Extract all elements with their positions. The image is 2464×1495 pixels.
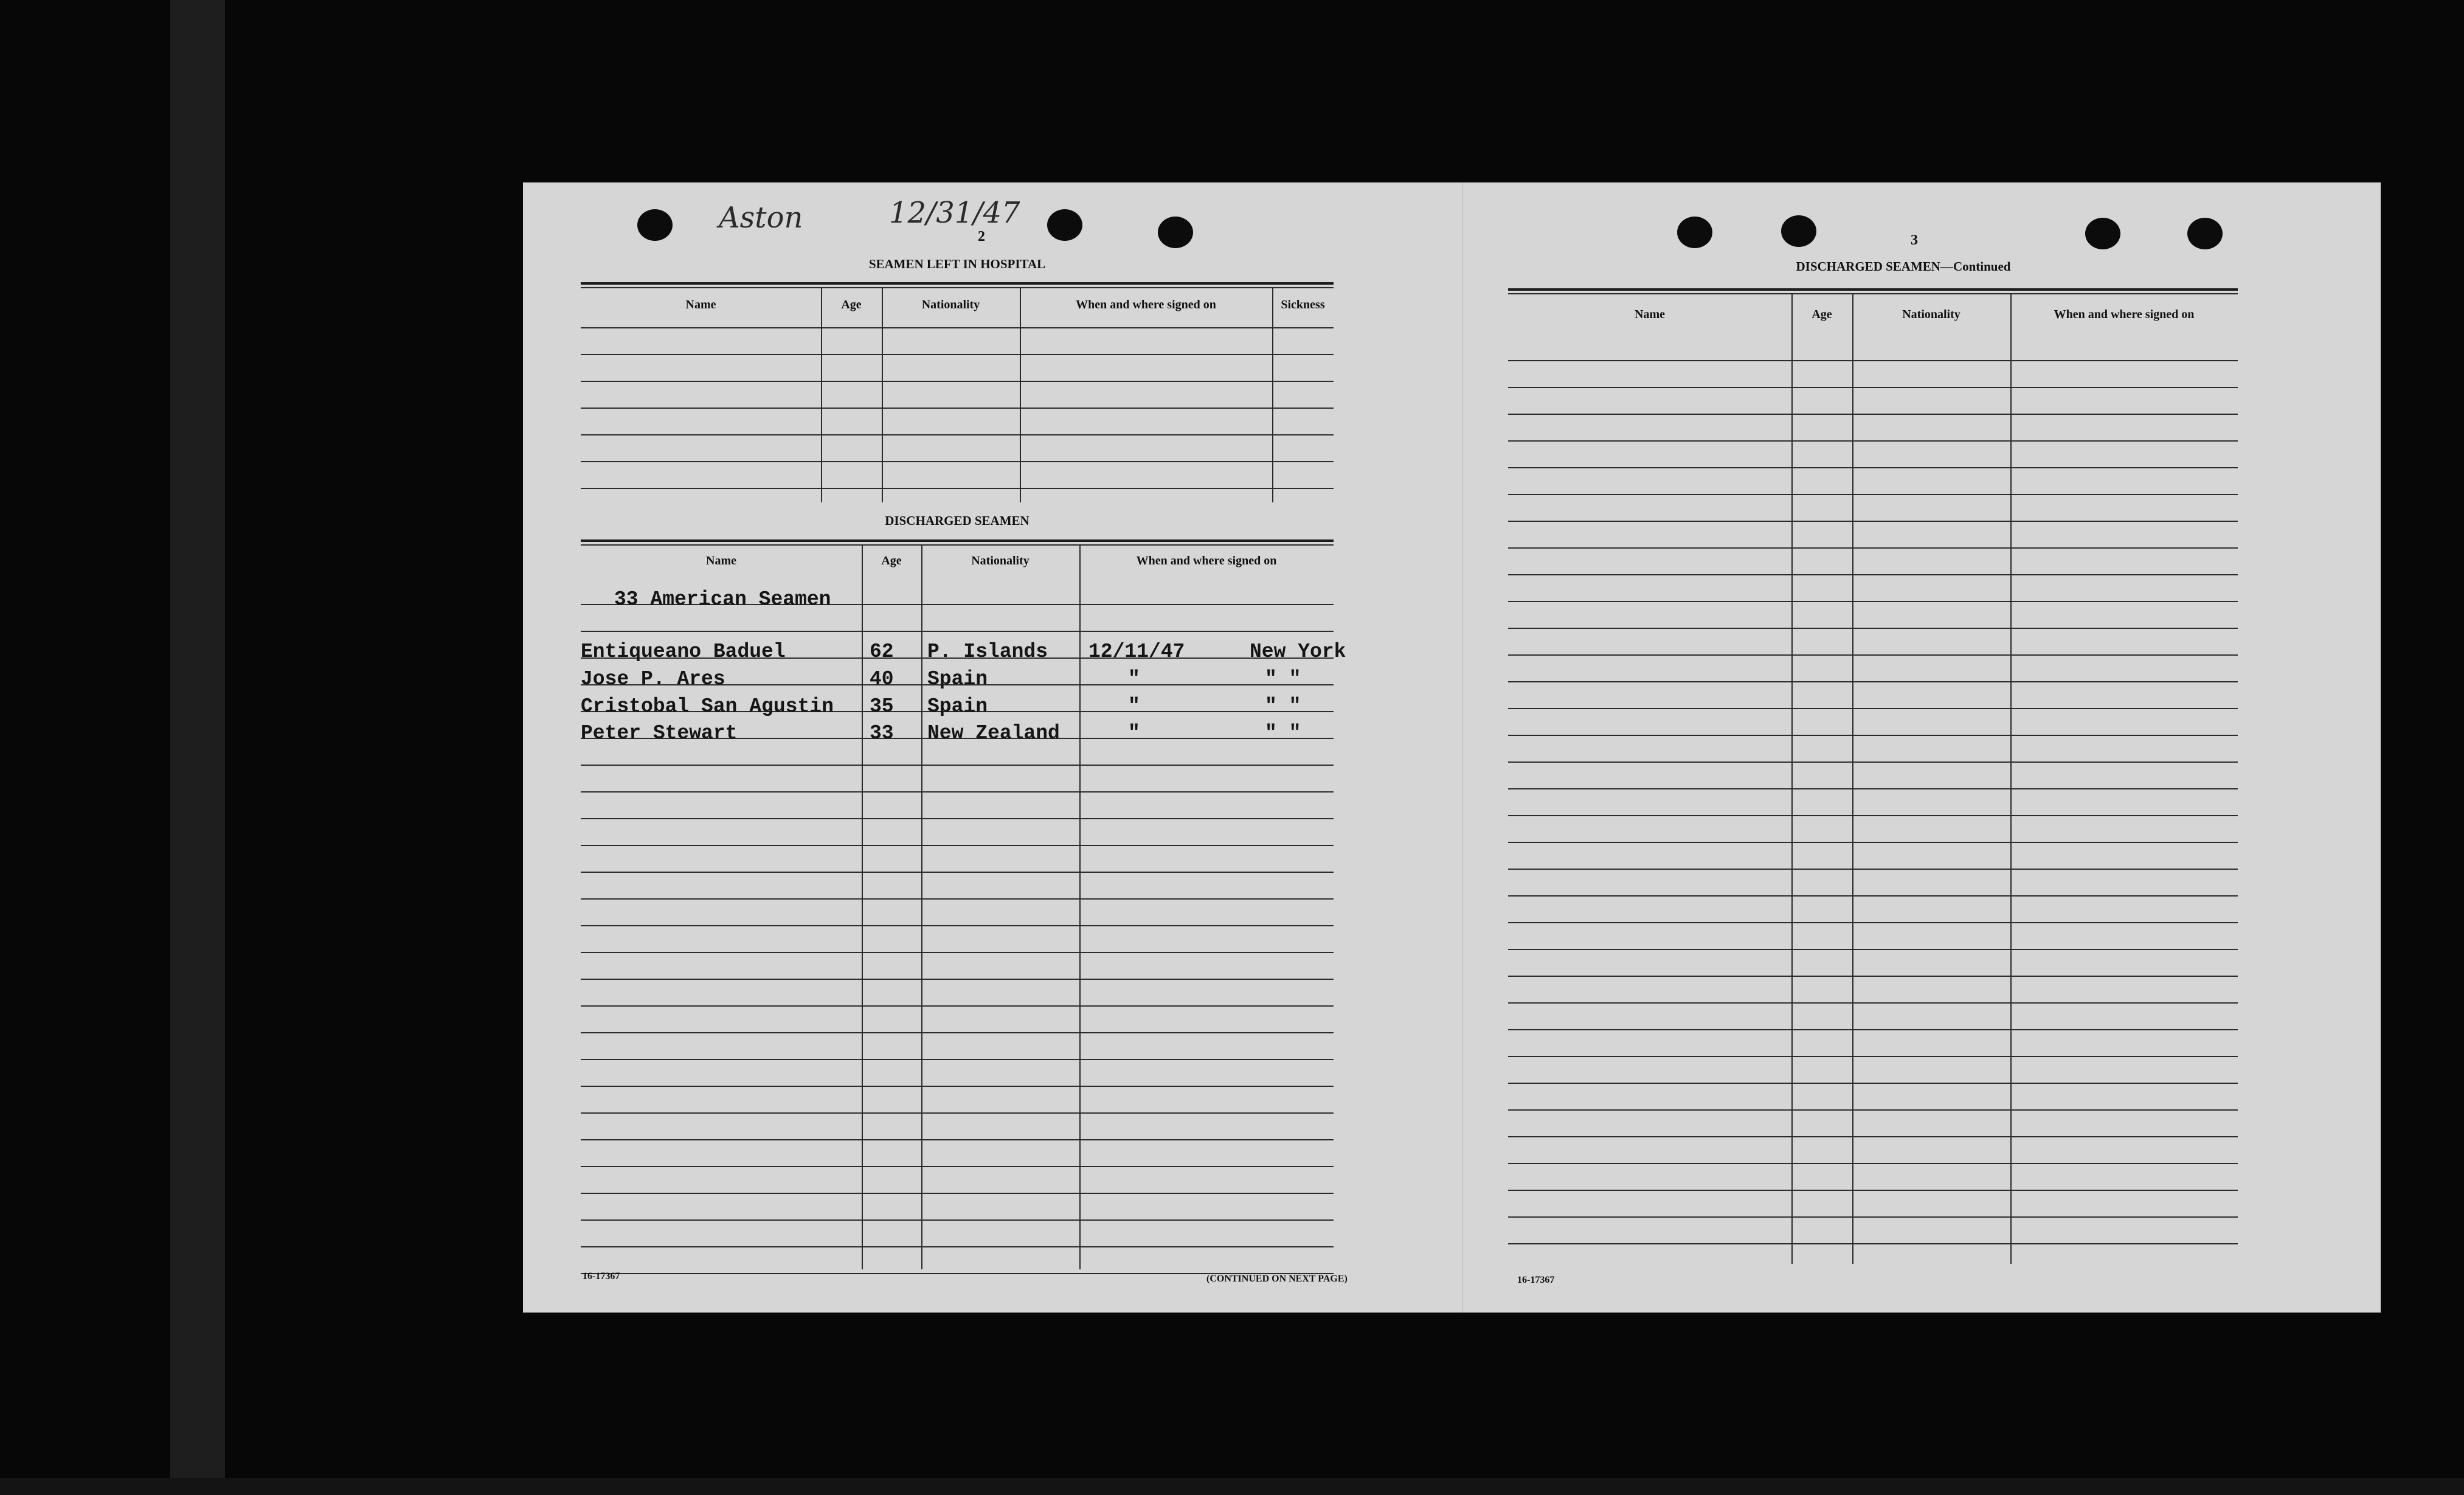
table-row bbox=[1508, 388, 2238, 415]
table-row bbox=[581, 1007, 1334, 1033]
page-number: 2 bbox=[978, 229, 985, 245]
entry-name: Cristobal San Agustin bbox=[581, 695, 834, 718]
column-header-name: Name bbox=[1635, 308, 1665, 321]
entry-nationality: New Zealand bbox=[927, 722, 1060, 744]
table-row bbox=[1508, 843, 2238, 870]
table-row bbox=[1508, 1057, 2238, 1084]
table-row bbox=[581, 953, 1334, 980]
table-row bbox=[581, 328, 1334, 355]
table-row bbox=[1508, 1137, 2238, 1164]
table-row bbox=[581, 409, 1334, 435]
punch-hole bbox=[1158, 217, 1193, 248]
hospital-section-title: SEAMEN LEFT IN HOSPITAL bbox=[868, 257, 1046, 271]
discharged-continued-title: DISCHARGED SEAMEN—Continued bbox=[1796, 259, 2011, 274]
table-row bbox=[1508, 709, 2238, 736]
table-top-rule bbox=[581, 539, 1334, 542]
entry-name: Entiqueano Baduel bbox=[581, 640, 786, 663]
table-row bbox=[1508, 361, 2238, 388]
punch-hole bbox=[2085, 218, 2120, 249]
discharged-section-title: DISCHARGED SEAMEN bbox=[885, 513, 1030, 528]
table-row bbox=[1508, 923, 2238, 950]
table-row bbox=[1508, 442, 2238, 468]
column-header-nationality: Nationality bbox=[971, 554, 1030, 567]
table-top-rule bbox=[1508, 293, 2238, 294]
table-row bbox=[581, 1194, 1334, 1221]
punch-hole bbox=[1047, 209, 1082, 241]
table-row bbox=[1508, 415, 2238, 442]
table-row bbox=[581, 1060, 1334, 1087]
column-header-name: Name bbox=[706, 554, 736, 567]
column-header-nationality: Nationality bbox=[921, 298, 980, 311]
table-row bbox=[1508, 789, 2238, 816]
table-top-rule bbox=[1508, 288, 2238, 291]
continued-note: (CONTINUED ON NEXT PAGE) bbox=[1206, 1274, 1348, 1284]
table-row bbox=[1508, 629, 2238, 656]
column-header-age: Age bbox=[841, 298, 862, 311]
punch-hole bbox=[1781, 215, 1816, 247]
column-header-sickness: Sickness bbox=[1281, 298, 1325, 311]
entry-age: 33 bbox=[870, 722, 894, 744]
entry-date: " bbox=[1128, 722, 1140, 744]
discharged-continued-table bbox=[1508, 288, 2238, 1264]
entry-nationality: Spain bbox=[927, 668, 988, 690]
entry-age: 35 bbox=[870, 695, 894, 718]
table-top-rule bbox=[581, 282, 1334, 285]
entry-place: " " bbox=[1265, 668, 1301, 690]
punch-hole bbox=[637, 209, 673, 241]
table-row bbox=[1508, 816, 2238, 843]
column-header-name: Name bbox=[685, 298, 716, 311]
table-row bbox=[581, 926, 1334, 953]
table-row bbox=[1508, 468, 2238, 495]
table-row bbox=[581, 382, 1334, 409]
table-row bbox=[581, 793, 1334, 819]
table-top-rule bbox=[581, 544, 1334, 546]
hospital-table bbox=[581, 282, 1334, 502]
column-header-signed-on: When and where signed on bbox=[2054, 308, 2195, 321]
form-number: 16-17367 bbox=[1517, 1275, 1555, 1285]
column-header-age: Age bbox=[881, 554, 902, 567]
film-strip bbox=[170, 0, 225, 1478]
table-row bbox=[581, 766, 1334, 793]
table-row bbox=[581, 435, 1334, 462]
table-row bbox=[581, 980, 1334, 1007]
table-row bbox=[581, 1167, 1334, 1194]
punch-hole bbox=[1677, 217, 1712, 248]
table-row bbox=[581, 900, 1334, 926]
entry-age: 40 bbox=[870, 668, 894, 690]
table-row bbox=[1508, 1084, 2238, 1111]
continued-rows bbox=[1508, 335, 2238, 1244]
punch-hole bbox=[2187, 218, 2223, 249]
column-header-nationality: Nationality bbox=[1902, 308, 1960, 321]
table-top-rule bbox=[581, 287, 1334, 288]
film-bottom-edge bbox=[0, 1478, 2464, 1495]
table-row bbox=[581, 462, 1334, 489]
form-number: 16-17367 bbox=[583, 1271, 620, 1282]
column-header-signed-on: When and where signed on bbox=[1076, 298, 1216, 311]
entry-place: " " bbox=[1265, 695, 1301, 718]
handwritten-date: 12/31/47 bbox=[889, 196, 1020, 230]
table-row bbox=[1508, 763, 2238, 789]
column-header-signed-on: When and where signed on bbox=[1136, 554, 1277, 567]
table-row bbox=[1508, 977, 2238, 1004]
table-row bbox=[581, 1140, 1334, 1167]
entry-age: 62 bbox=[870, 640, 894, 663]
handwritten-name: Aston bbox=[719, 201, 803, 235]
entry-name: Jose P. Ares bbox=[581, 668, 725, 690]
discharged-table bbox=[581, 539, 1346, 1269]
entry-place: " " bbox=[1265, 722, 1301, 744]
table-row bbox=[581, 1247, 1334, 1274]
table-row bbox=[1508, 897, 2238, 923]
table-row bbox=[1508, 656, 2238, 682]
table-row bbox=[1508, 1191, 2238, 1218]
entry-name: Peter Stewart bbox=[581, 722, 738, 744]
table-row bbox=[1508, 522, 2238, 549]
table-row bbox=[1508, 1004, 2238, 1030]
table-row bbox=[1508, 495, 2238, 522]
table-row bbox=[1508, 1111, 2238, 1137]
page-fold bbox=[1462, 182, 1463, 1313]
table-row bbox=[1508, 549, 2238, 575]
entry-nationality: Spain bbox=[927, 695, 988, 718]
table-row bbox=[1508, 870, 2238, 897]
table-row bbox=[1508, 682, 2238, 709]
entry-note: 33 American Seamen bbox=[614, 588, 831, 611]
table-row bbox=[581, 1087, 1334, 1114]
column-header-age: Age bbox=[1812, 308, 1832, 321]
table-row bbox=[581, 846, 1334, 873]
table-row bbox=[581, 355, 1334, 382]
table-row bbox=[581, 1221, 1334, 1247]
ledger-sheet bbox=[523, 182, 2381, 1313]
table-row bbox=[581, 1114, 1334, 1140]
table-row bbox=[581, 819, 1334, 846]
table-row bbox=[581, 1033, 1334, 1060]
table-row bbox=[1508, 1030, 2238, 1057]
hospital-rows bbox=[581, 327, 1334, 489]
page-number: 3 bbox=[1911, 232, 1918, 248]
table-row bbox=[581, 873, 1334, 900]
entry-date: " bbox=[1128, 695, 1140, 718]
table-row bbox=[1508, 1164, 2238, 1191]
table-row bbox=[1508, 736, 2238, 763]
table-row bbox=[1508, 602, 2238, 629]
table-row bbox=[1508, 1218, 2238, 1244]
table-row bbox=[1508, 950, 2238, 977]
entry-nationality: P. Islands bbox=[927, 640, 1048, 663]
entry-date: " bbox=[1128, 668, 1140, 690]
entry-place: New York bbox=[1250, 640, 1346, 663]
table-row bbox=[1508, 335, 2238, 361]
table-row bbox=[1508, 575, 2238, 602]
entry-date: 12/11/47 bbox=[1088, 640, 1185, 663]
